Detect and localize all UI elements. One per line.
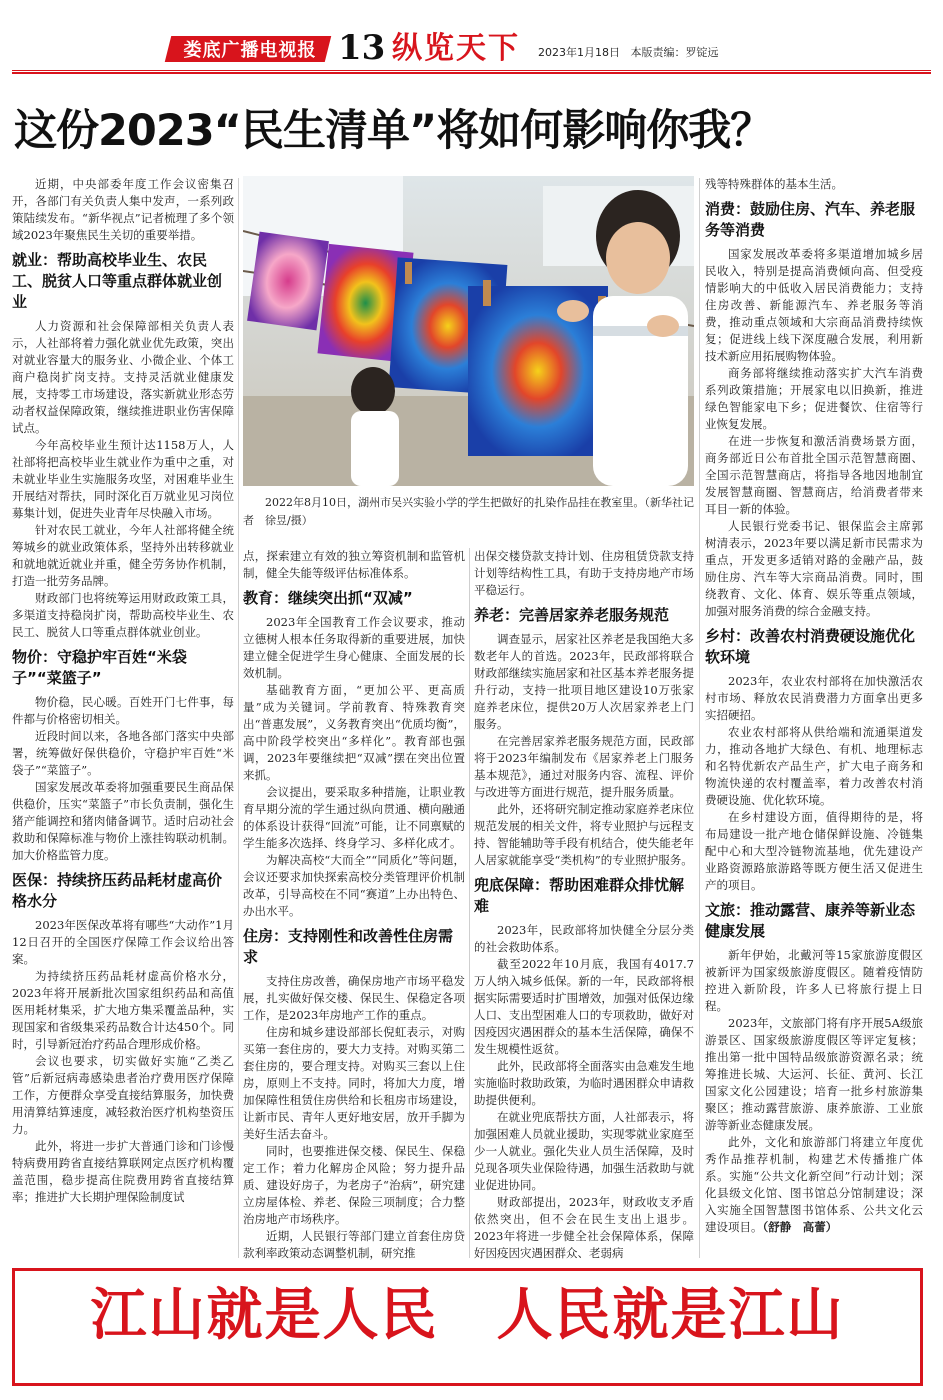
page-editor: 本版责编：罗锭远 xyxy=(630,46,719,59)
paragraph: 此外，将进一步扩大普通门诊和门诊慢特病费用跨省直接结算联网定点医疗机构覆盖范围，稳步提高住院费用跨省直接结算率；推进扩大长期护理保险制度试 xyxy=(12,1139,234,1204)
paragraph: 截至2022年10月底，我国有4017.7万人纳入城乡低保。新的一年，民政部将根据实际需要适时扩围增效，加强对低保边缘人口、支出型困难人口的专项救助，做好对因疫因灾遇困群众的基本生活保障，确保不发生规模性返贫。 xyxy=(474,957,694,1056)
paragraph: 今年高校毕业生预计达1158万人，人社部将把高校毕业生就业作为重中之重，对未就业毕业生实施服务攻坚，对困难毕业生开展结对帮扶，同时深化百万就业见习岗位募集计划，促进失业青年尽快融入市场。 xyxy=(12,438,234,520)
paragraph: 人力资源和社会保障部相关负责人表示，人社部将着力强化就业优先政策，突出对就业容量大的服务业、小微企业、个体工商户稳岗扩岗支持。支持灵活就业健康发展，支持零工市场建设，落实新就业形态劳动者权益保障政策，继续推进职业伤害保障试点。 xyxy=(12,319,234,435)
paragraph: 2023年医保改革将有哪些“大动作”1月12日召开的全国医疗保障工作会议给出答案。 xyxy=(12,918,234,966)
paragraph: 基础教育方面，“更加公平、更高质量”成为关键词。学前教育、特殊教育突出“普惠发展”，义务教育突出“优质均衡”，高中阶段学校突出“多样化”。教育部也强调，2023年要继续把“双减”摆在突出位置来抓。 xyxy=(243,683,465,782)
masthead-rule-thin xyxy=(12,70,931,71)
paper-name: 娄底广播电视报 xyxy=(183,40,317,61)
subhead-medical: 医保：持续挤压药品耗材虚高价格水分 xyxy=(12,871,223,910)
paragraph: 物价稳，民心暖。百姓开门七件事，每件都与价格密切相关。 xyxy=(12,695,234,726)
paragraph: 点，探索建立有效的独立筹资机制和监管机制，健全失能等级评估标准体系。 xyxy=(243,549,465,580)
paragraph-text: 此外，文化和旅游部门将建立年度优秀作品推荐机制，构建艺术传播推广体系。实施“公共文化新空间”行动计划；深化县级文化馆、图书馆总分馆制建设；深入实施全国智慧图书馆体系、公共文化云建设项目。 xyxy=(705,1135,923,1234)
column-divider xyxy=(238,178,239,1258)
paragraph: 在乡村建设方面，值得期待的是，将布局建设一批产地仓储保鲜设施、冷链集配中心和大型冷链物流基地，优先建设产业路资源路旅游路等既方便生活又促进生产的项目。 xyxy=(705,810,923,892)
intro-paragraph: 近期，中央部委年度工作会议密集召开，各部门有关负责人集中发声，一系列政策陆续发布。“新华视点”记者梳理了多个领域2023年聚焦民生关切的重要举措。 xyxy=(12,177,234,242)
paragraph: 国家发展改革委将加强重要民生商品保供稳价，压实“菜篮子”市长负责制，强化生猪产能调控和猪肉储备调节。适时启动社会救助和保障标准与物价上涨挂钩联动机制。加大价格监管力度。 xyxy=(12,780,234,862)
article-headline: 这份2023“民生清单”将如何影响你我？ xyxy=(14,106,773,156)
paragraph: 支持住房改善，确保房地产市场平稳发展，扎实做好保交楼、保民生、保稳定各项工作，是2023年房地产工作的重点。 xyxy=(243,974,465,1022)
paragraph: 此外，民政部将全面落实由急难发生地实施临时救助政策，为临时遇困群众申请救助提供便利。 xyxy=(474,1059,694,1107)
paragraph: 国家发展改革委将多渠道增加城乡居民收入，特别是提高消费倾向高、但受疫情影响大的中低收入居民消费能力；支持住房改善、新能源汽车、养老服务等消费，推动重点领域和大宗商品消费持续恢复；促进线上线下深度融合发展，利用新技术新应用拓展购物体验。 xyxy=(705,247,923,363)
article-column-4 xyxy=(705,176,923,1236)
paragraph: 为持续挤压药品耗材虚高价格水分，2023年将开展新批次国家组织药品和高值医用耗材集采，扩大地方集采覆盖品种，实现国家和省级集采药品数合计达450个。同时，引导新冠治疗药品合理形成价格。 xyxy=(12,969,234,1051)
masthead xyxy=(0,30,943,70)
slogan-banner xyxy=(12,1268,923,1386)
paragraph: 住房和城乡建设部部长倪虹表示，对购买第一套住房的，要大力支持。对购买第二套住房的，要合理支持。对购买三套以上住房，原则上不支持。同时，将加大力度，增加保障性租赁住房供给和长租房市场建设，让新市民、青年人更好地安居，放开手脚为美好生活去奋斗。 xyxy=(243,1025,465,1141)
paragraph: 残等特殊群体的基本生活。 xyxy=(705,177,843,191)
section-title: 纵览天下 xyxy=(392,31,520,66)
column-divider xyxy=(699,178,700,1258)
paragraph: 2023年全国教育工作会议要求，推动立德树人根本任务取得新的重要进展，加快建立健全促进学生身心健康、全面发展的长效机制。 xyxy=(243,615,465,680)
paragraph: 2023年，农业农村部将在加快激活农村市场、释放农民消费潜力方面拿出更多实招硬招。 xyxy=(705,674,923,722)
paragraph: 新年伊始，北戴河等15家旅游度假区被新评为国家级旅游度假区。随着疫情防控进入新阶段，许多人已将旅行提上日程。 xyxy=(705,948,923,1013)
issue-meta xyxy=(538,44,719,60)
subhead-tourism: 文旅：推动露营、康养等新业态健康发展 xyxy=(705,901,916,940)
article-column-1 xyxy=(12,176,234,1206)
byline: （舒静 高蕾） xyxy=(762,1220,838,1234)
paragraph: 此外，还将研究制定推动家庭养老床位规范发展的相关文件，将专业照护与远程支持、智能辅助等手段有机结合，使失能老年人居家就能享受“类机构”的专业照护服务。 xyxy=(474,802,694,867)
photo-caption: 2022年8月10日，湖州市吴兴实验小学的学生把做好的扎染作品挂在教室里。（新华社记者 徐昱/摄） xyxy=(243,496,694,527)
subhead-elderly-care: 养老：完善居家养老服务规范 xyxy=(474,606,670,624)
subhead-prices: 物价：守稳护牢百姓“米袋子”“菜篮子” xyxy=(12,648,187,687)
subhead-housing: 住房：支持刚性和改善性住房需求 xyxy=(243,927,454,966)
paragraph: 会议也要求，切实做好实施“乙类乙管”后新冠病毒感染患者治疗费用医疗保障工作，方便群众享受直接结算服务，加快费用清算结算速度，减轻救治医疗机构垫资压力。 xyxy=(12,1054,234,1136)
issue-date: 2023年1月18日 xyxy=(538,46,620,59)
slogan-text: 江山就是人民 人民就是江山 xyxy=(90,1283,845,1348)
paragraph: 人民银行党委书记、银保监会主席郭树清表示，2023年要以满足新市民需求为重点，开发更多适销对路的金融产品，鼓励住房、汽车等大宗商品消费。同时，围绕教育、文化、体育、娱乐等重点领域，加强对服务消费的综合金融支持。 xyxy=(705,519,923,618)
paragraph: 财政部门也将统筹运用财政政策工具，多渠道支持稳岗扩岗，帮助高校毕业生、农民工、脱贫人口等重点群体就业创业。 xyxy=(12,591,234,639)
paragraph: 针对农民工就业，今年人社部将健全统筹城乡的就业政策体系，坚持外出转移就业和就地就近就业并重，健全劳务协作机制，打造一批劳务品牌。 xyxy=(12,523,234,588)
subhead-rural: 乡村：改善农村消费硬设施优化软环境 xyxy=(705,627,916,666)
paragraph: 商务部将继续推动落实扩大汽车消费系列政策措施；开展家电以旧换新，推进绿色智能家电下乡；促进餐饮、住宿等行业恢复发展。 xyxy=(705,366,923,431)
masthead-rule-thick xyxy=(12,72,931,74)
subhead-education: 教育：继续突出抓“双减” xyxy=(243,589,413,607)
tie-dye-classroom-illustration xyxy=(243,176,694,486)
paragraph: 2023年，民政部将加快健全分层分类的社会救助体系。 xyxy=(474,923,694,954)
paragraph: 为解决高校“大而全”“同质化”等问题，会议还要求加快探索高校分类管理评价机制改革，引导高校在不同“赛道”上办出特色、办出水平。 xyxy=(243,853,465,918)
paragraph: 在完善居家养老服务规范方面，民政部将于2023年编制发布《居家养老上门服务基本规范》，通过对服务内容、流程、评价与改进等方面进行规范，提升服务质量。 xyxy=(474,734,694,799)
subhead-consumption: 消费：鼓励住房、汽车、养老服务等消费 xyxy=(705,200,916,239)
paragraph: 会议提出，要采取多种措施，让职业教育早期分流的学生通过纵向贯通、横向融通的体系设计获得“回流”可能，让不同禀赋的学生能多次选择、终身学习、多样化成才。 xyxy=(243,785,465,850)
subhead-welfare: 兜底保障：帮助困难群众排忧解难 xyxy=(474,876,685,915)
paragraph: 农业农村部将从供给端和流通渠道发力，推动各地扩大绿色、有机、地理标志和名特优新农产品生产，扩大电子商务和物流快递的农村覆盖率，着力改善农村消费硬设施、优化软环境。 xyxy=(705,725,923,807)
subhead-employment: 就业：帮助高校毕业生、农民工、脱贫人口等重点群体就业创业 xyxy=(12,251,223,311)
paragraph: 调查显示，居家社区养老是我国绝大多数老年人的首选。2023年，民政部将联合财政部继续实施居家和社区基本养老服务提升行动，支持一批项目地区建设10万张家庭养老床位，提供20万人次居家养老上门服务。 xyxy=(474,632,694,731)
news-photo xyxy=(243,176,694,486)
column-divider xyxy=(469,548,470,1258)
paragraph xyxy=(705,1134,923,1236)
paragraph: 2023年，文旅部门将有序开展5A级旅游景区、国家级旅游度假区等评定复核；推出第一批中国特品级旅游资源名录；统筹推进长城、大运河、长征、黄河、长江国家文化公园建设；培育一批乡村旅游集聚区；推动露营旅游、康养旅游、工业旅游等新业态健康发展。 xyxy=(705,1016,923,1132)
paragraph: 近期，人民银行等部门建立首套住房贷款利率政策动态调整机制，研究推 xyxy=(243,1229,465,1260)
paragraph: 近段时间以来，各地各部门落实中央部署，统筹做好保供稳价，守稳护牢百姓“米袋子”“菜篮子”。 xyxy=(12,729,234,777)
article-column-2 xyxy=(243,548,465,1262)
page-number: 13 xyxy=(338,28,386,68)
paragraph: 在进一步恢复和激活消费场景方面，商务部近日公布首批全国示范智慧商圈、全国示范智慧商店，将指导各地因地制宜发展智慧商圈、智慧商店，给消费者带来耳目一新的体验。 xyxy=(705,434,923,516)
paragraph: 在就业兜底帮扶方面，人社部表示，将加强困难人员就业援助，实现零就业家庭至少一人就业。强化失业人员生活保障，及时兑现各项失业保险待遇，加强生活救助与就业促进协同。 xyxy=(474,1110,694,1192)
paragraph: 同时，也要推进保交楼、保民生、保稳定工作；着力化解房企风险；努力提升品质、建设好房子，为老房子“治病”，研究建立房屋体检、养老、保险三项制度；合力整治房地产市场秩序。 xyxy=(243,1144,465,1226)
paragraph: 出保交楼贷款支持计划、住房租赁贷款支持计划等结构性工具，有助于支持房地产市场平稳运行。 xyxy=(474,549,694,597)
paragraph: 财政部提出，2023年，财政收支矛盾依然突出，但不会在民生支出上退步。2023年将进一步健全社会保障体系，保障好因疫因灾遇困群众、老弱病 xyxy=(474,1195,694,1260)
article-column-3 xyxy=(474,548,694,1262)
